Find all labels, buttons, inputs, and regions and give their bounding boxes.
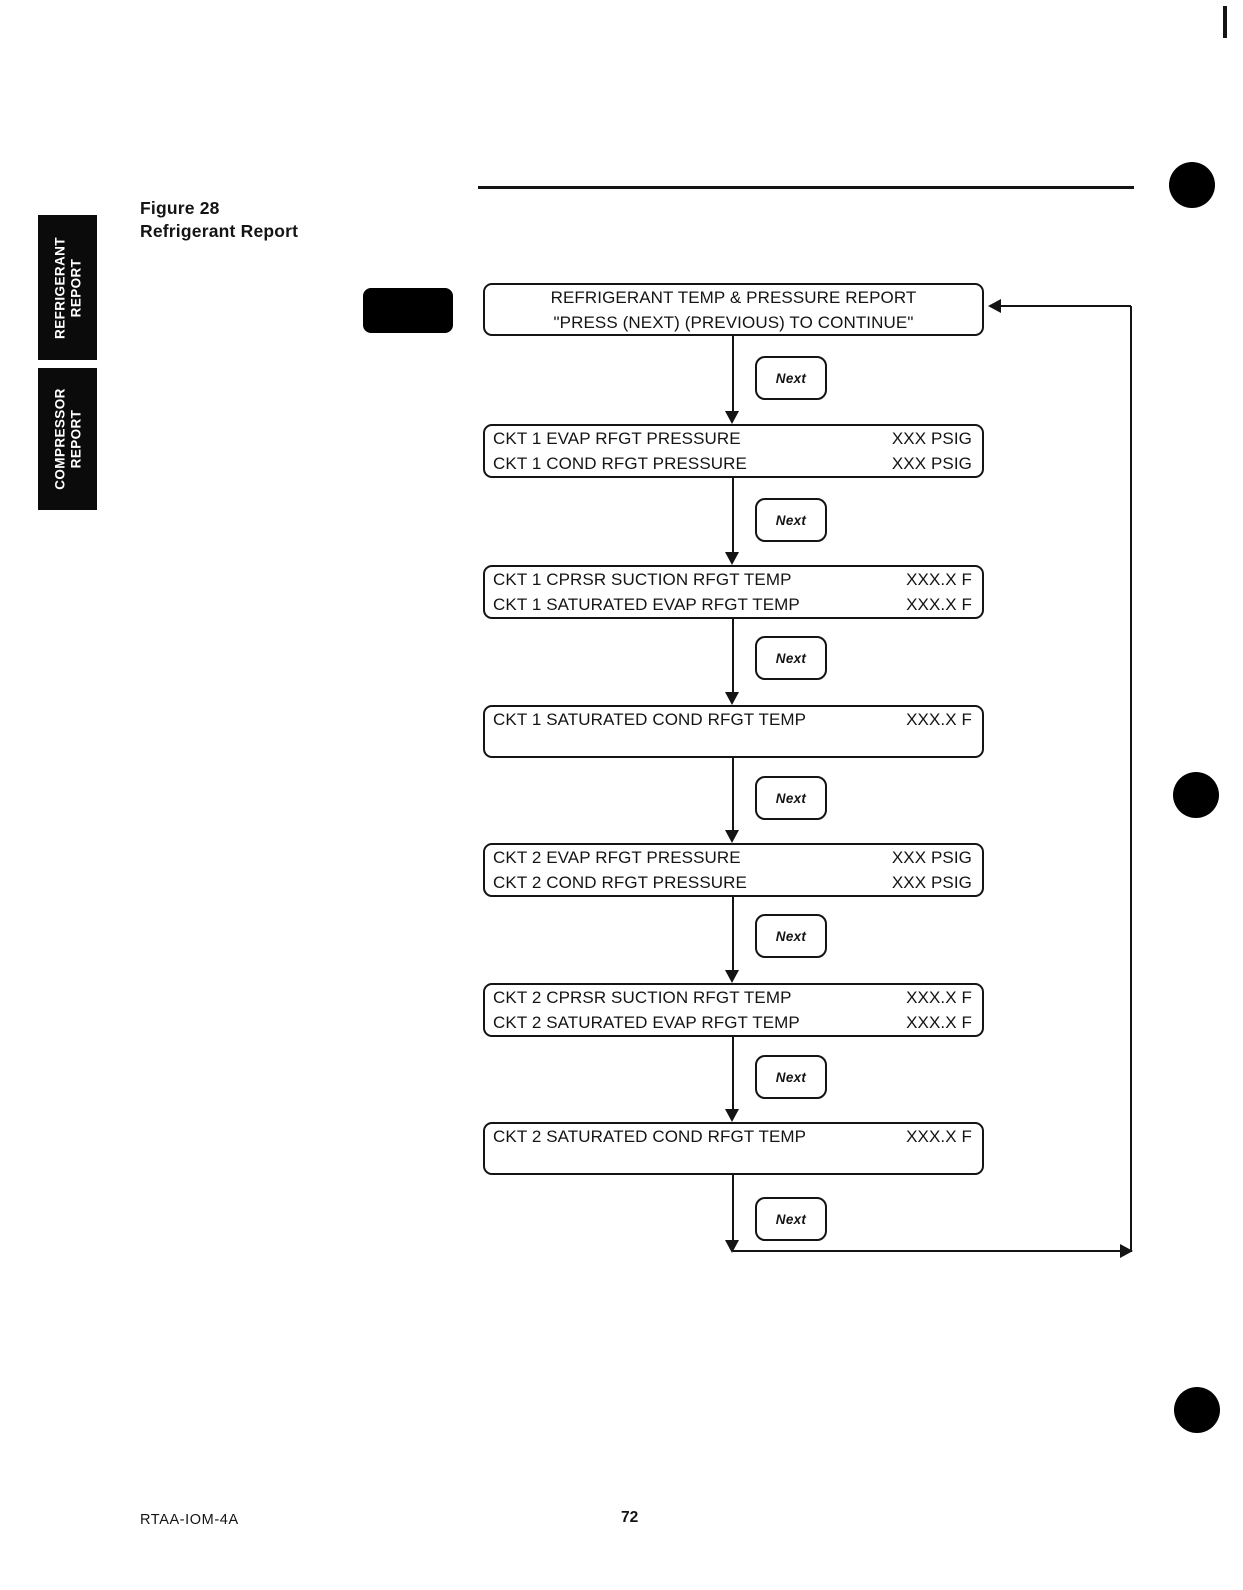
screen-text: CKT 2 CPRSR SUCTION RFGT TEMP [493,988,792,1007]
screen-value: XXX.X F [906,570,972,589]
screen-text: CKT 2 COND RFGT PRESSURE [493,873,747,892]
screen-text: CKT 1 EVAP RFGT PRESSURE [493,429,741,448]
screen-ckt1-suction-temps [483,565,984,619]
flow-connector [732,478,734,552]
tab-label-line: COMPRESSOR [52,388,67,490]
tab-label-line: REPORT [67,258,83,317]
arrowhead-down-icon [725,552,739,565]
screen-value: XXX.X F [906,1127,972,1146]
screen-text: CKT 1 COND RFGT PRESSURE [493,454,747,473]
next-button [755,914,827,958]
screen-value: XXX.X F [906,1013,972,1032]
next-button-label: Next [775,512,807,528]
screen-ckt2-cond-temp [483,1122,984,1175]
figure-caption [140,197,298,243]
tab-label-line: REPORT [67,409,83,469]
tab-compressor-report [38,368,97,510]
next-button-label: Next [775,1069,807,1085]
screen-value: XXX.X F [906,595,972,614]
next-button-label: Next [775,370,807,386]
screen-text: CKT 2 SATURATED EVAP RFGT TEMP [493,1013,800,1032]
screen-ckt2-suction-temps [483,983,984,1037]
flow-connector [732,1175,734,1240]
punch-hole [1169,162,1215,208]
screen-value: XXX PSIG [891,848,972,867]
loopback-right-line [1130,306,1132,1252]
arrowhead-down-icon [725,970,739,983]
screen-text: CKT 2 SATURATED COND RFGT TEMP [493,1127,807,1146]
next-button [755,498,827,542]
tab-compressor-report-label [52,388,83,490]
screen-value: XXX PSIG [891,873,972,892]
document-id: RTAA-IOM-4A [140,1512,239,1528]
next-button [755,1197,827,1241]
figure-title: Refrigerant Report [140,221,299,241]
screen-text: CKT 1 SATURATED COND RFGT TEMP [493,710,807,729]
next-button-label: Next [775,928,807,944]
screen-value: XXX PSIG [891,454,972,473]
tab-label-line: REFRIGERANT [52,236,67,339]
page-number: 72 [621,1509,639,1526]
screen-value: XXX.X F [906,710,972,729]
blacked-out-label [363,288,453,333]
page-corner-mark [1223,6,1227,38]
screen-ckt2-pressures [483,843,984,897]
flow-connector [732,758,734,830]
screen-ckt1-pressures [483,424,984,478]
punch-hole [1173,772,1219,818]
screen-ckt1-cond-temp [483,705,984,758]
tab-refrigerant-report-label [52,237,83,339]
loopback-top-line [1001,305,1131,307]
next-button-label: Next [775,650,807,666]
screen-text: REFRIGERANT TEMP & PRESSURE REPORT [550,288,917,307]
flow-connector [732,1037,734,1109]
arrowhead-down-icon [725,1109,739,1122]
next-button-label: Next [775,1211,807,1227]
flow-connector [732,897,734,970]
screen-value: XXX.X F [906,988,972,1007]
arrowhead-down-icon [725,411,739,424]
arrowhead-down-icon [725,692,739,705]
tab-refrigerant-report [38,215,97,360]
loopback-bottom-line [733,1250,1120,1252]
screen-value: XXX PSIG [891,429,972,448]
flow-connector [732,619,734,692]
screen-text: CKT 1 SATURATED EVAP RFGT TEMP [493,595,800,614]
flow-connector [732,336,734,411]
screen-text: CKT 2 EVAP RFGT PRESSURE [493,848,741,867]
next-button [755,776,827,820]
punch-hole [1174,1387,1220,1433]
screen-text: CKT 1 CPRSR SUCTION RFGT TEMP [493,570,792,589]
screen-text: "PRESS (NEXT) (PREVIOUS) TO CONTINUE" [553,313,914,332]
header-rule [478,186,1134,189]
screen-report-header [483,283,984,336]
next-button [755,1055,827,1099]
next-button [755,356,827,400]
next-button [755,636,827,680]
arrowhead-down-icon [725,830,739,843]
figure-label: Figure 28 [140,198,220,218]
next-button-label: Next [775,790,807,806]
arrowhead-left-icon [988,299,1001,313]
